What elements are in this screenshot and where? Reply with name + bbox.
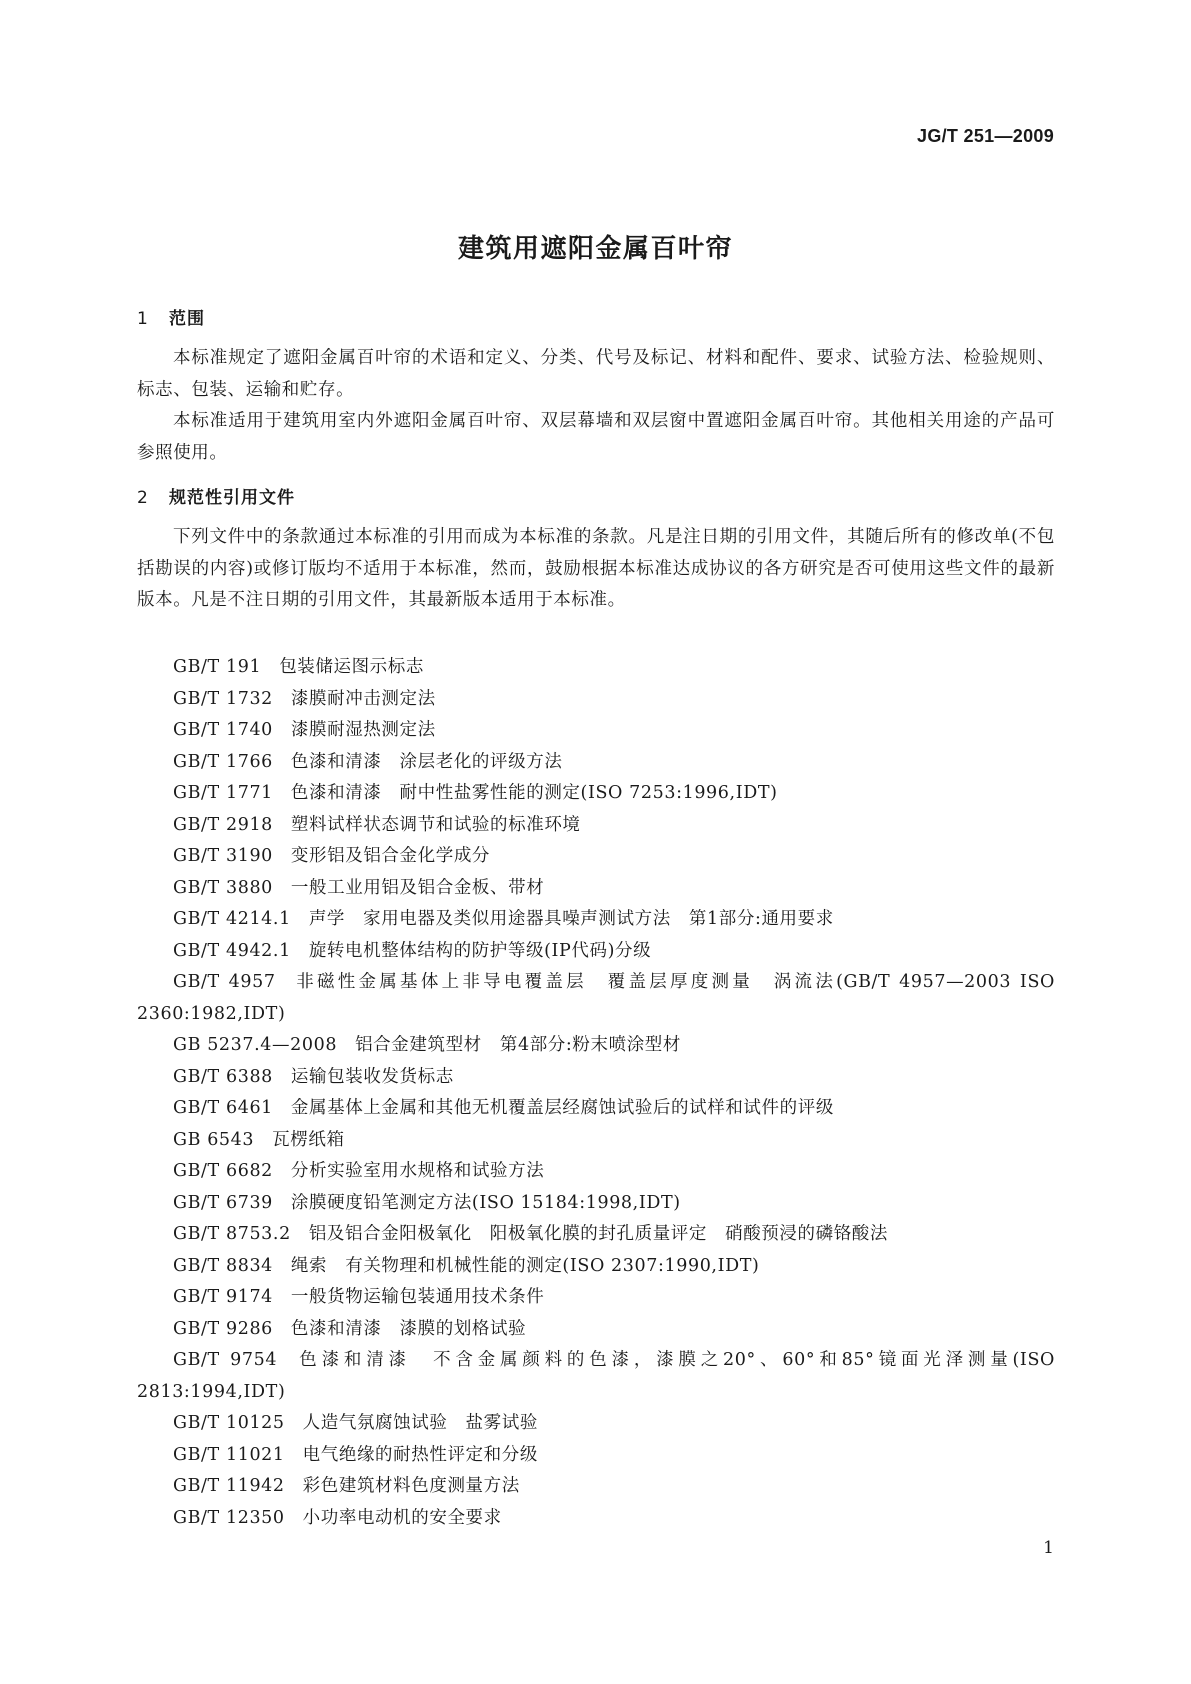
reference-title: 人造气氛腐蚀试验 盐雾试验	[302, 1413, 538, 1433]
reference-item	[137, 1314, 1055, 1346]
reference-title: 非磁性金属基体上非导电覆盖层 覆盖层厚度测量 涡流法(GB/T 4957—2003 ISO 2360:1982,IDT)	[137, 972, 1055, 1024]
reference-code: GB/T 4942.1	[173, 940, 291, 961]
reference-code: GB/T 9754	[173, 1350, 278, 1370]
reference-item	[137, 1125, 1055, 1157]
reference-title: 一般工业用铝及铝合金板、带材	[290, 877, 545, 898]
reference-code: GB/T 1732	[173, 688, 273, 709]
reference-item	[137, 1219, 1055, 1251]
reference-code: GB/T 11021	[173, 1444, 285, 1465]
reference-code: GB/T 8753.2	[173, 1224, 291, 1244]
reference-code: GB/T 6739	[173, 1192, 273, 1213]
reference-item	[137, 936, 1055, 968]
reference-code: GB/T 8834	[173, 1255, 273, 1276]
reference-title: 绳索 有关物理和机械性能的测定(ISO 2307:1990,IDT)	[290, 1255, 760, 1276]
reference-code: GB 6543	[173, 1129, 255, 1150]
section-1-heading	[137, 304, 205, 329]
section-2-heading	[137, 483, 295, 508]
standard-code: JG/T 251—2009	[917, 126, 1054, 146]
reference-title: 塑料试样状态调节和试验的标准环境	[290, 814, 581, 835]
reference-title: 金属基体上金属和其他无机覆盖层经腐蚀试验后的试样和试件的评级	[290, 1098, 834, 1118]
reference-title: 瓦楞纸箱	[272, 1129, 345, 1150]
reference-item	[137, 967, 1055, 1030]
reference-item	[137, 715, 1055, 747]
reference-title: 分析实验室用水规格和试验方法	[290, 1161, 545, 1181]
reference-code: GB/T 1740	[173, 720, 273, 740]
reference-title: 包装储运图示标志	[279, 657, 424, 677]
section-1-number: 1	[137, 309, 149, 329]
reference-title: 运输包装收发货标志	[290, 1066, 454, 1087]
reference-item	[137, 1062, 1055, 1094]
reference-item	[137, 747, 1055, 779]
section-1-paragraph: 本标准适用于建筑用室内外遮阳金属百叶帘、双层幕墙和双层窗中置遮阳金属百叶帘。其他相关用途的产品可参照使用。	[137, 411, 1055, 463]
reference-code: GB/T 6682	[173, 1161, 273, 1181]
reference-item	[137, 904, 1055, 936]
reference-code: GB/T 3880	[173, 877, 273, 898]
reference-title: 色漆和清漆 不含金属颜料的色漆，漆膜之20°、60°和85°镜面光泽测量(ISO 2813:1994,IDT)	[137, 1350, 1055, 1402]
reference-code: GB/T 9174	[173, 1287, 273, 1307]
reference-item	[137, 1345, 1055, 1408]
reference-title: 涂膜硬度铅笔测定方法(ISO 15184:1998,IDT)	[290, 1192, 681, 1213]
reference-item	[137, 1156, 1055, 1188]
reference-title: 旋转电机整体结构的防护等级(IP代码)分级	[308, 940, 652, 961]
reference-item	[137, 841, 1055, 873]
reference-code: GB/T 12350	[173, 1507, 285, 1528]
reference-code: GB/T 191	[173, 657, 262, 677]
reference-code: GB/T 11942	[173, 1476, 285, 1496]
section-2-intro: 下列文件中的条款通过本标准的引用而成为本标准的条款。凡是注日期的引用文件，其随后所有的修改单(不包括勘误的内容)或修订版均不适用于本标准，然而，鼓励根据本标准达成协议的各方研究是否可使用这些文件的最新版本。凡是不注日期的引用文件，其最新版本适用于本标准。	[137, 527, 1055, 610]
reference-item	[137, 778, 1055, 810]
reference-title: 一般货物运输包装通用技术条件	[290, 1287, 545, 1307]
reference-title: 小功率电动机的安全要求	[302, 1507, 502, 1528]
reference-title: 色漆和清漆 耐中性盐雾性能的测定(ISO 7253:1996,IDT)	[290, 783, 778, 803]
reference-item	[137, 1093, 1055, 1125]
reference-title: 漆膜耐冲击测定法	[290, 688, 436, 709]
reference-title: 彩色建筑材料色度测量方法	[302, 1476, 520, 1496]
reference-item	[137, 684, 1055, 716]
reference-item	[137, 810, 1055, 842]
reference-code: GB/T 10125	[173, 1413, 285, 1433]
reference-item	[137, 873, 1055, 905]
page-number: 1	[1043, 1538, 1054, 1558]
reference-item	[137, 1030, 1055, 1062]
reference-code: GB/T 4214.1	[173, 909, 291, 929]
reference-title: 色漆和清漆 漆膜的划格试验	[290, 1318, 527, 1339]
reference-item	[137, 1503, 1055, 1535]
reference-title: 声学 家用电器及类似用途器具噪声测试方法 第1部分:通用要求	[308, 909, 834, 929]
reference-code: GB/T 1771	[173, 783, 273, 803]
reference-title: 色漆和清漆 涂层老化的评级方法	[290, 751, 563, 772]
reference-code: GB/T 6461	[173, 1098, 273, 1118]
reference-list	[137, 652, 1055, 1534]
reference-item	[137, 1471, 1055, 1503]
reference-code: GB/T 9286	[173, 1318, 273, 1339]
section-1-paragraph: 本标准规定了遮阳金属百叶帘的术语和定义、分类、代号及标记、材料和配件、要求、试验方法、检验规则、标志、包装、运输和贮存。	[137, 348, 1055, 400]
reference-title: 电气绝缘的耐热性评定和分级	[302, 1444, 538, 1465]
reference-title: 漆膜耐湿热测定法	[290, 720, 436, 740]
reference-code: GB/T 1766	[173, 751, 273, 772]
reference-title: 铝合金建筑型材 第4部分:粉末喷涂型材	[355, 1035, 682, 1055]
section-2-title: 规范性引用文件	[169, 488, 295, 508]
reference-code: GB/T 2918	[173, 814, 273, 835]
section-2-number: 2	[137, 488, 149, 508]
reference-title: 铝及铝合金阳极氧化 阳极氧化膜的封孔质量评定 硝酸预浸的磷铬酸法	[308, 1224, 889, 1244]
reference-code: GB/T 4957	[173, 972, 276, 992]
reference-title: 变形铝及铝合金化学成分	[290, 846, 491, 866]
reference-code: GB/T 3190	[173, 846, 273, 866]
reference-item	[137, 1440, 1055, 1472]
document-title: 建筑用遮阳金属百叶帘	[457, 234, 733, 264]
reference-item	[137, 1251, 1055, 1283]
reference-code: GB/T 6388	[173, 1066, 273, 1087]
reference-item	[137, 652, 1055, 684]
reference-item	[137, 1408, 1055, 1440]
reference-item	[137, 1282, 1055, 1314]
reference-code: GB 5237.4—2008	[173, 1035, 338, 1055]
reference-item	[137, 1188, 1055, 1220]
section-1-title: 范围	[169, 309, 205, 329]
